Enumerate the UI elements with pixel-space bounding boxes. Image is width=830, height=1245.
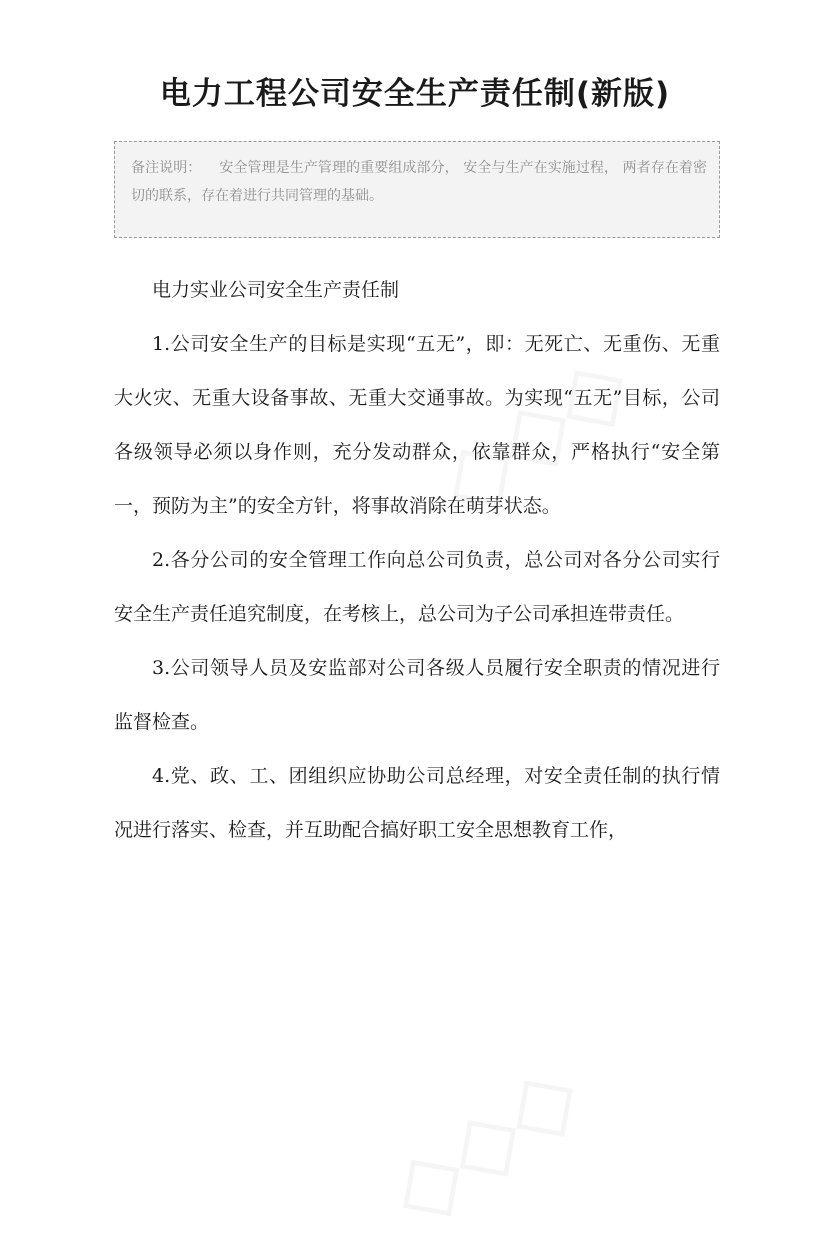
document-body <box>114 263 720 857</box>
note-label: 备注说明： <box>131 160 202 176</box>
note-text: 安全管理是生产管理的重要组成部分， 安全与生产在实施过程， 两者存在着密切的联系，存在着进行共同管理的基础。 <box>131 160 707 204</box>
document-title: 电力工程公司安全生产责任制(新版) <box>159 76 671 112</box>
paragraph-1: 1.公司安全生产的目标是实现“五无”，即：无死亡、无重伤、无重大火灾、无重大设备事故、无重大交通事故。为实现“五无”目标，公司各级领导必须以身作则，充分发动群众，依靠群众，严格执行“安全第一，预防为主”的安全方针，将事故消除在萌芽状态。 <box>114 333 720 517</box>
note-box <box>114 141 720 238</box>
paragraph-4: 4.党、政、工、团组织应协助公司总经理，对安全责任制的执行情况进行落实、检查，并互助配合搞好职工安全思想教育工作， <box>114 765 720 841</box>
paragraph-3: 3.公司领导人员及安监部对公司各级人员履行安全职责的情况进行监督检查。 <box>114 657 720 733</box>
watermark-mark <box>369 1040 599 1245</box>
section-subtitle: 电力实业公司安全生产责任制 <box>152 279 400 301</box>
paragraph-2: 2.各分公司的安全管理工作向总公司负责，总公司对各分公司实行安全生产责任追究制度，在考核上，总公司为子公司承担连带责任。 <box>114 549 720 625</box>
